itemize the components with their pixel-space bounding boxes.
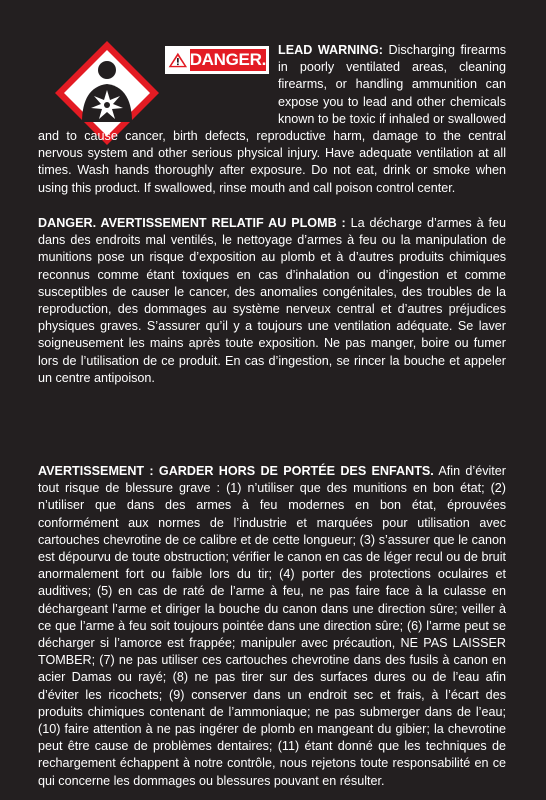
- children-warning-heading: AVERTISSEMENT : GARDER HORS DE PORTÉE DES ENFANTS.: [38, 464, 434, 478]
- danger-label: DANGER.: [189, 50, 266, 69]
- children-warning-body-2: ; (7) ne pas utiliser ces cartouches chevrotine dans des fusils à canon en acier Damas ou rayé; (8) ne pas tirer sur des surfaces dures ou de l’eau afin d’éviter les ricochets; (9) conserver dans un endroit sec et frais, à l’écart des produits chimiques contenant de l’ammoniaque; ne pas submerger dans de l’eau; (10) faire attention à ne pas ingérer de plomb en mangeant du gibier; la chevrotine peut être cause de problèmes dentaires; (11) étant donné que les techniques de rechargement échappent à notre contrôle, nous rejetons toute responsabilité en ce qui concerne les dommages ou blessures pouvant en résulter.: [38, 653, 506, 788]
- children-warning-body-1: Afin d’éviter tout risque de blessure grave : (1) n’utiliser que des munitions en bon état; (2) n’utiliser que dans des armes à feu modernes en bon état, éprouvées conformément aux normes de l’industrie et marquées pour utilisation avec cartouches chevrotine de ce calibre et de cette longueur; (3) s’assurer que le canon est dépourvu de toute obstruction; vérifier le canon en cas de léger recul ou de bruit anormalement fort ou faible lors du tir; (4) porter des protections oculaires et auditives; (5) en cas de raté de l’arme à feu, ne pas faire face à la culasse en déchargeant l’arme et diriger la bouche du canon dans une direction sûre; veiller à ce que l’arme à feu soit toujours pointée dans une direction sûre; (6) l’arme peut se décharger si l’amorce est frappée; manipuler avec précaution,: [38, 464, 506, 651]
- lead-warning-fr-body: La décharge d’armes à feu dans des endroits mal ventilés, le nettoyage d’armes à feu ou la manipulation de munitions pose un risque d’exposition au plomb et à d’autres produits chimiques reconnus comme étant toxiques en cas d’inhalation ou d’ingestion et comme susceptibles de causer le cancer, des anomalies congénitales, des troubles de la reproduction, des dommages au système nerveux central et d’autres préjudices physiques graves. S’assurer qu’il y a toujours une ventilation adéquate. Se laver soigneusement les mains après toute exposition. Ne pas manger, boire ou fumer lors de l’utilisation de ce produit. En cas d’ingestion, se rincer la bouche et appeler un centre antipoison.: [38, 216, 507, 385]
- lead-warning-fr-heading: DANGER. AVERTISSEMENT RELATIF AU PLOMB :: [38, 216, 346, 230]
- lead-warning-fr: [38, 215, 506, 387]
- lead-warning-body: Discharging firearms in poorly ventilated areas, cleaning firearms, or handling ammunition can expose you to lead and other chemicals known to be toxic if inhaled or swallowed and to cause cancer, birth defects, reproductive harm, damage to the central nervous system and other serious physical injury. Have adequate ventilation at all times. Wash hands thoroughly after exposure. Do not eat, drink or smoke when using this product. If swallowed, rinse mouth and call poison control center.: [38, 43, 507, 195]
- children-warning-emphasis: NE PAS LAISSER TOMBER: [38, 636, 506, 668]
- children-warning-fr: [38, 463, 506, 790]
- lead-warning-en: [38, 42, 506, 197]
- lead-warning-heading: LEAD WARNING:: [278, 43, 383, 57]
